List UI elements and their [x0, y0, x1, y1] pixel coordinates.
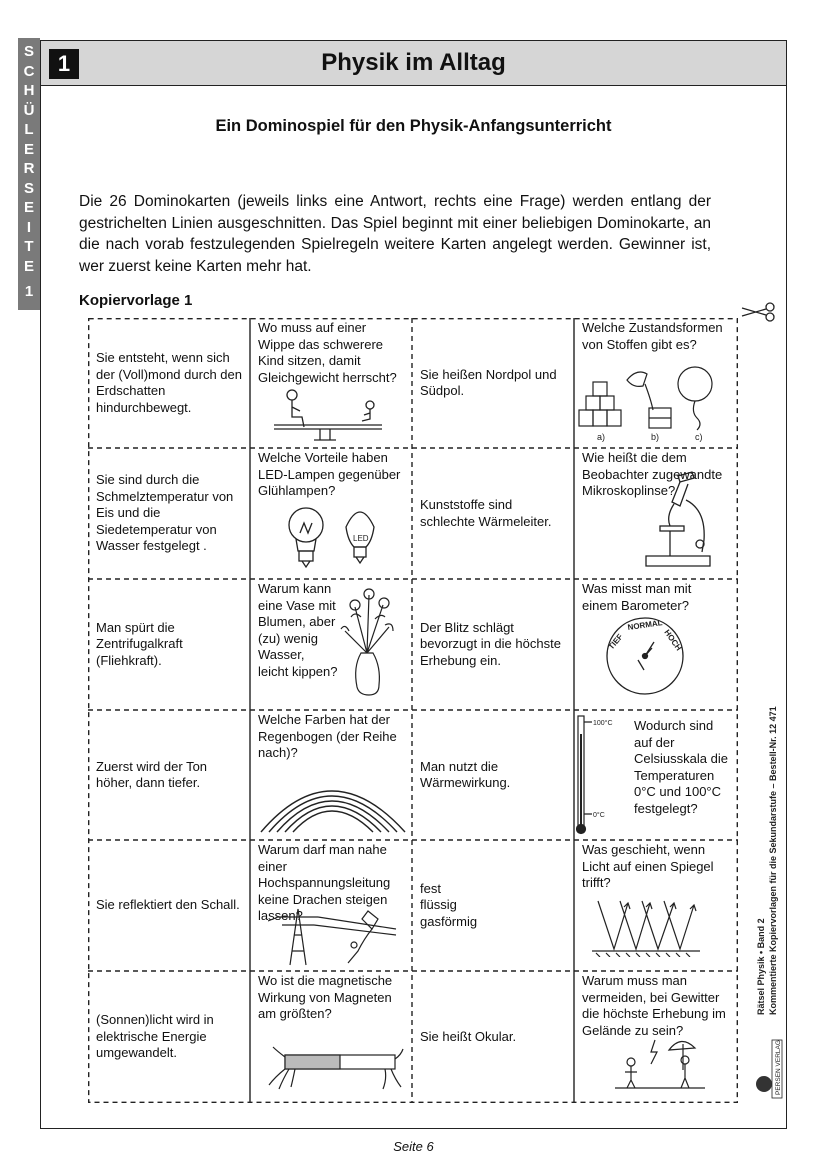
thermometer-label-0: 0°C	[593, 812, 605, 819]
side-tab-letters	[18, 42, 40, 276]
side-publisher-text	[752, 660, 792, 1100]
rainbow-icon	[255, 760, 410, 835]
barometer-icon	[600, 612, 690, 696]
answer-text: Sie reflektiert den Schall.	[96, 897, 240, 913]
answer-text: Zuerst wird der Ton höher, dann tiefer.	[96, 758, 208, 790]
side-tab-letter: I	[26, 218, 32, 236]
answer-text: Der Blitz schlägt bevorzugt in die höchste Erhebung ein.	[420, 619, 561, 668]
answer-text: Sie sind durch die Schmelztemperatur von Eis und die Siedetemperatur von Wasser festgelegt .	[96, 472, 234, 554]
question-text: Wodurch sind auf der Celsiusskala die Temperaturen 0°C und 100°C festgelegt?	[634, 718, 728, 816]
answer-text: Sie heißen Nordpol und Südpol.	[420, 366, 557, 398]
question-text: Welche Farben hat der Regenbogen (der Reihe nach)?	[258, 712, 397, 760]
page-title: Physik im Alltag	[321, 49, 506, 76]
side-tab-letter: E	[23, 257, 34, 275]
answer-text: Man spürt die Zentrifugalkraft (Fliehkraft).	[96, 619, 183, 668]
vase-flowers-icon	[335, 587, 400, 697]
led-label: LED	[353, 534, 369, 543]
section-label: Kopiervorlage 1	[79, 292, 193, 309]
answer-text: Man nutzt die Wärmewirkung.	[420, 758, 511, 790]
side-text-line1: Rätsel Physik • Band 2	[756, 918, 766, 1015]
answer-card-6-1	[88, 971, 250, 1103]
light-bulbs-icon	[280, 503, 390, 573]
publisher-logo-text: PERSEN VERLAG	[775, 1040, 782, 1095]
intro-text: Die 26 Dominokarten (jeweils links eine Antwort, rechts eine Frage) werden entlang der gestrichelten Linien ausgeschnitten. Das Spiel beginnt mit einer beliebigen Dominokarte, an die nach vorab festzulegenden Spielregeln weitere Karten angelegt werden. Gewinner ist, wer zuerst keine Karten mehr hat.	[79, 193, 711, 275]
answer-text: (Sonnen)licht wird in elektrische Energie umgewandelt.	[96, 1012, 214, 1061]
chapter-number: 1	[49, 49, 79, 79]
side-tab-number: 1	[24, 283, 34, 300]
side-tab-letter: S	[23, 179, 34, 197]
page-footer: Seite 6	[393, 1139, 434, 1154]
answer-card-6-3	[412, 971, 574, 1103]
thunderstorm-person-icon	[615, 1030, 705, 1090]
answer-card-4-3	[412, 710, 574, 840]
answer-card-2-1	[88, 448, 250, 579]
barometer-label-normal: NORMAL	[627, 618, 664, 632]
answer-text: Sie heißt Okular.	[420, 1028, 517, 1044]
header-bar	[40, 40, 787, 86]
barometer-label-tief: TIEF	[606, 632, 625, 652]
side-tab-letter: Ü	[23, 101, 35, 119]
thermometer-icon	[576, 714, 628, 836]
side-tab	[18, 38, 40, 310]
answer-text: fest flüssig gasförmig	[420, 880, 478, 929]
bar-magnet-icon	[265, 1045, 405, 1091]
question-text: Warum kann eine Vase mit Blumen, aber (zu) wenig Wasser, leicht kippen?	[258, 581, 338, 679]
barometer-label-hoch: HOCH	[662, 627, 684, 653]
side-tab-letter: L	[24, 121, 34, 138]
thermometer-label-100: 100°C	[593, 720, 613, 727]
question-text: Welche Vorteile haben LED-Lampen gegenüber Glühlampen?	[258, 450, 401, 498]
side-tab-letter: H	[23, 82, 35, 99]
question-text: Wie heißt die dem Beobachter zugewandte Mikroskoplinse?	[582, 450, 723, 498]
answer-card-1-3	[412, 318, 574, 448]
answer-card-3-1	[88, 579, 250, 710]
side-tab-letter: R	[23, 160, 35, 177]
side-tab-letter: C	[23, 62, 35, 80]
question-text: Wo ist die magnetische Wirkung von Magneten am größten?	[258, 973, 393, 1021]
microscope-icon	[630, 470, 715, 575]
label-a: a)	[597, 432, 606, 442]
answer-card-3-3	[412, 579, 574, 710]
question-text: Wo muss auf einer Wippe das schwerere Kind sitzen, damit Gleichgewicht herrscht?	[258, 320, 397, 385]
question-text: Welche Zustandsformen von Stoffen gibt es?	[582, 320, 723, 352]
question-text: Was geschieht, wenn Licht auf einen Spiegel trifft?	[582, 842, 714, 890]
side-text-line2: Kommentierte Kopiervorlagen für die Sekundarstufe – Bestell-Nr. 12 471	[768, 706, 778, 1015]
answer-card-1-1	[88, 318, 250, 448]
states-of-matter-icon	[575, 360, 725, 442]
side-tab-letter: E	[23, 140, 34, 158]
answer-card-4-1	[88, 710, 250, 840]
label-b: b)	[651, 432, 660, 442]
label-c: c)	[695, 432, 703, 442]
mirror-reflection-icon	[590, 895, 702, 957]
answer-card-5-3	[412, 840, 574, 971]
scissors-icon	[738, 300, 778, 324]
subtitle: Ein Dominospiel für den Physik-Anfangsunterricht	[215, 117, 612, 135]
answer-card-5-1	[88, 840, 250, 971]
side-tab-letter: T	[24, 238, 34, 255]
answer-card-2-3	[412, 448, 574, 579]
side-tab-letter: S	[23, 43, 34, 60]
question-text: Warum muss man vermeiden, bei Gewitter die höchste Erhebung im Gelände zu sein?	[582, 973, 726, 1038]
answer-text: Sie entsteht, wenn sich der (Voll)mond durch den Erdschatten hindurchbewegt.	[96, 350, 242, 415]
question-text: Was misst man mit einem Barometer?	[582, 581, 692, 613]
answer-text: Kunststoffe sind schlechte Wärmeleiter.	[420, 497, 552, 529]
question-text: Warum darf man nahe einer Hochspannungsleitung keine Drachen steigen lassen?	[258, 842, 391, 923]
power-line-kite-icon	[268, 905, 398, 967]
side-tab-letter: E	[23, 199, 34, 216]
seesaw-icon	[270, 385, 390, 443]
